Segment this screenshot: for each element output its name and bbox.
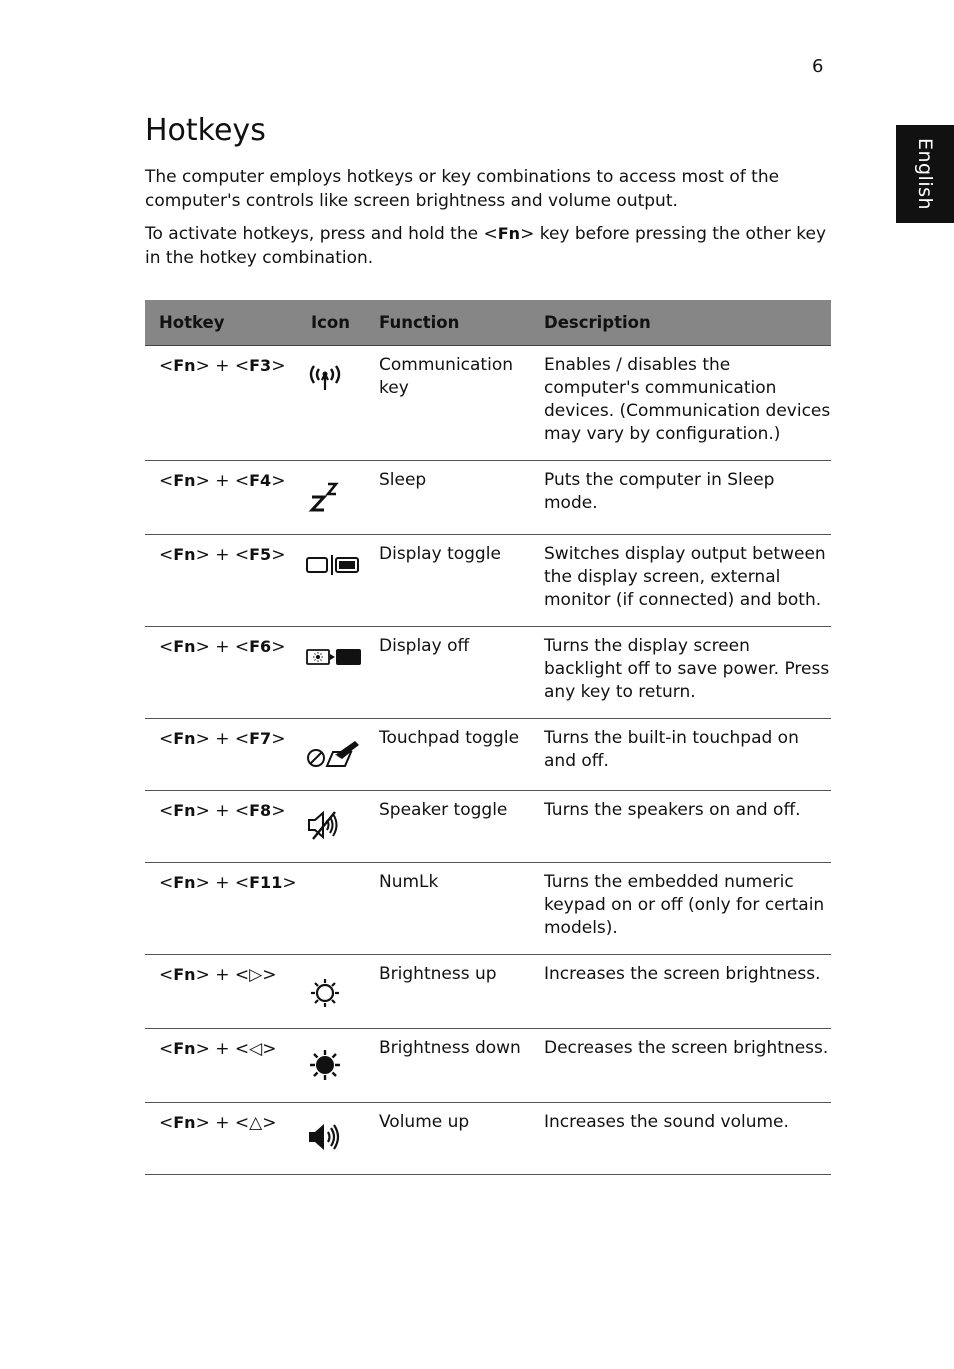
table-header-row bbox=[145, 300, 831, 346]
function-cell: Display toggle bbox=[365, 535, 530, 627]
hotkey-cell: <Fn> + <F8> bbox=[145, 791, 297, 863]
description-cell: Decreases the screen brightness. bbox=[530, 1029, 831, 1103]
hotkey-cell: <Fn> + <F4> bbox=[145, 461, 297, 535]
table-row bbox=[145, 1103, 831, 1175]
language-tab-label: English bbox=[914, 137, 936, 211]
hotkey-cell: <Fn> + <F5> bbox=[145, 535, 297, 627]
sleep-icon bbox=[305, 479, 345, 513]
display-toggle-icon bbox=[305, 553, 361, 577]
speaker-mute-icon bbox=[305, 809, 345, 841]
hotkey-cell: <Fn> + <F7> bbox=[145, 719, 297, 791]
function-cell: Brightness up bbox=[365, 955, 530, 1029]
function-cell: Communication key bbox=[365, 346, 530, 461]
fn-key-label: Fn bbox=[497, 224, 521, 243]
hotkey-cell: <Fn> + <△> bbox=[145, 1103, 297, 1175]
header-description: Description bbox=[530, 300, 831, 346]
table-row bbox=[145, 627, 831, 719]
description-cell: Turns the built-in touchpad on and off. bbox=[530, 719, 831, 791]
table-row bbox=[145, 461, 831, 535]
function-cell: Brightness down bbox=[365, 1029, 530, 1103]
display-off-icon bbox=[305, 645, 363, 669]
table-row bbox=[145, 863, 831, 955]
intro-paragraph: The computer employs hotkeys or key combinations to access most of the computer's controls like screen brightness and volume output. bbox=[145, 167, 780, 211]
hotkey-cell: <Fn> + <▷> bbox=[145, 955, 297, 1029]
function-cell: Display off bbox=[365, 627, 530, 719]
page-title: Hotkeys bbox=[145, 113, 266, 148]
intro-paragraph-activation: To activate hotkeys, press and hold the <Fn> key before pressing the other key in the hotkey combination. bbox=[145, 224, 827, 268]
function-cell: Speaker toggle bbox=[365, 791, 530, 863]
function-cell: Volume up bbox=[365, 1103, 530, 1175]
hotkey-cell: <Fn> + <◁> bbox=[145, 1029, 297, 1103]
brightness-up-icon bbox=[305, 973, 345, 1007]
brightness-down-icon bbox=[305, 1047, 345, 1081]
description-cell: Puts the computer in Sleep mode. bbox=[530, 461, 831, 535]
header-hotkey: Hotkey bbox=[145, 300, 297, 346]
function-cell: Sleep bbox=[365, 461, 530, 535]
table-row bbox=[145, 346, 831, 461]
table-row bbox=[145, 1029, 831, 1103]
description-cell: Turns the display screen backlight off to save power. Press any key to return. bbox=[530, 627, 831, 719]
description-cell: Increases the screen brightness. bbox=[530, 955, 831, 1029]
description-cell: Turns the speakers on and off. bbox=[530, 791, 831, 863]
description-cell: Enables / disables the computer's communication devices. (Communication devices may vary by configuration.) bbox=[530, 346, 831, 461]
table-row bbox=[145, 719, 831, 791]
touchpad-toggle-icon bbox=[305, 737, 361, 769]
language-tab bbox=[896, 125, 954, 223]
description-cell: Switches display output between the display screen, external monitor (if connected) and both. bbox=[530, 535, 831, 627]
hotkeys-table bbox=[145, 300, 831, 1175]
hotkey-cell: <Fn> + <F11> bbox=[145, 863, 297, 955]
wireless-icon bbox=[305, 364, 345, 392]
description-cell: Increases the sound volume. bbox=[530, 1103, 831, 1175]
table-row bbox=[145, 791, 831, 863]
description-cell: Turns the embedded numeric keypad on or off (only for certain models). bbox=[530, 863, 831, 955]
page-number: 6 bbox=[812, 56, 824, 77]
function-cell: NumLk bbox=[365, 863, 530, 955]
header-function: Function bbox=[365, 300, 530, 346]
table-row bbox=[145, 535, 831, 627]
volume-up-icon bbox=[305, 1121, 345, 1153]
function-cell: Touchpad toggle bbox=[365, 719, 530, 791]
hotkey-cell: <Fn> + <F3> bbox=[145, 346, 297, 461]
empty-icon-cell bbox=[297, 863, 365, 955]
table-row bbox=[145, 955, 831, 1029]
hotkey-cell: <Fn> + <F6> bbox=[145, 627, 297, 719]
header-icon: Icon bbox=[297, 300, 365, 346]
